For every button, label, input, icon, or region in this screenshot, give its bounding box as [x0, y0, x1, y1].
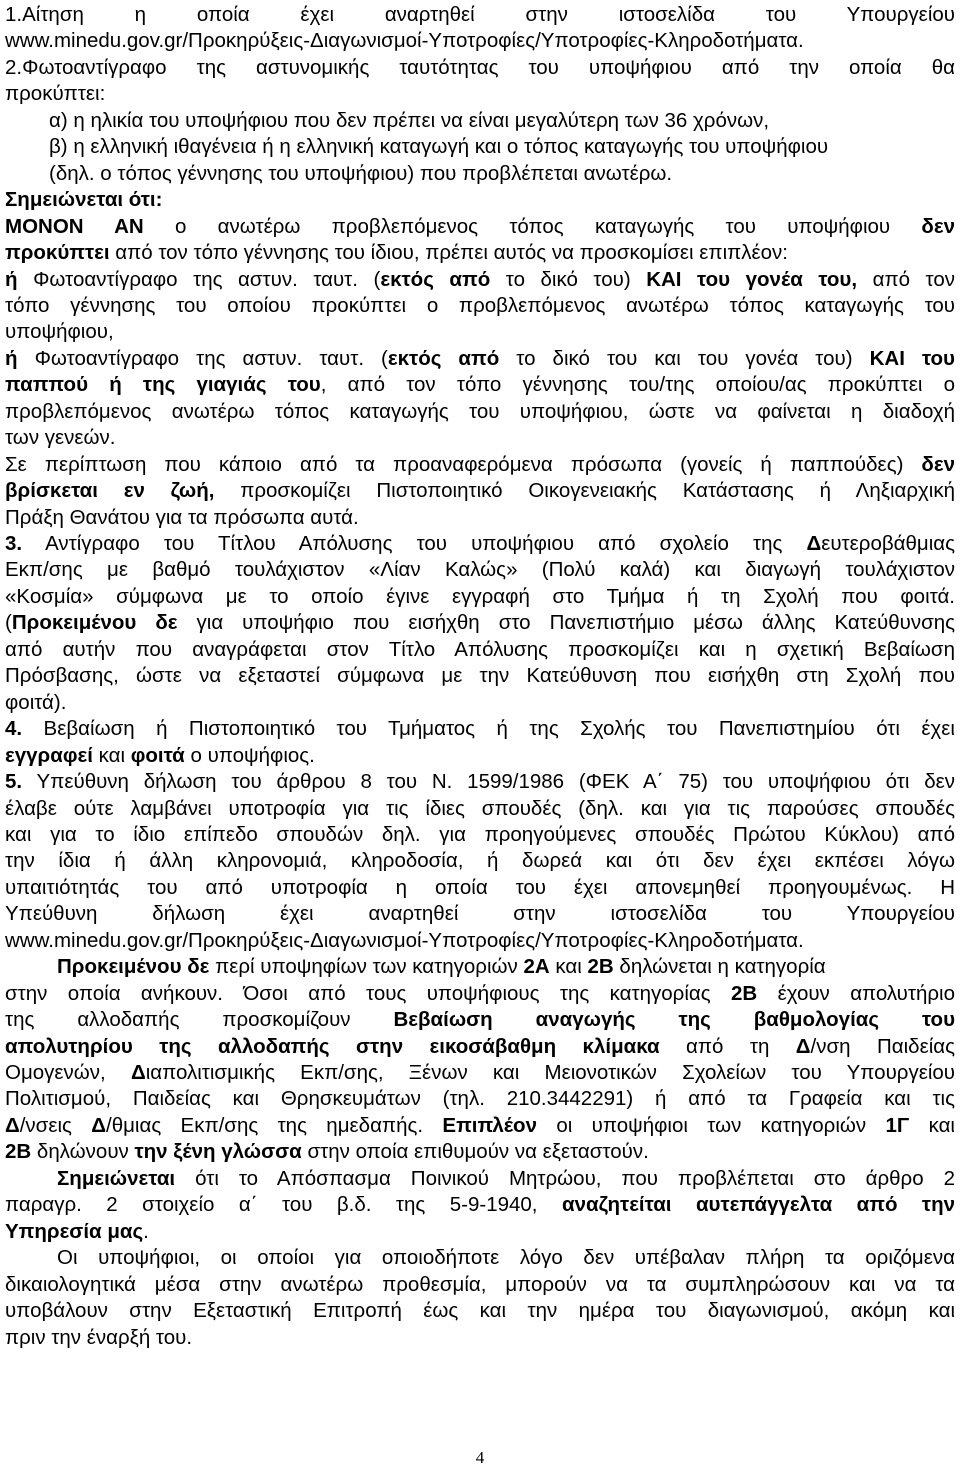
bold-text: 5. [5, 770, 23, 793]
page-number: 4 [475, 1448, 485, 1467]
text-segment: Υπεύθυνη δήλωση έχει αναρτηθεί στην ιστοσελίδα του Υπουργείου [5, 902, 955, 925]
bold-text: βρίσκεται εν ζωή, [5, 479, 215, 502]
text-line [5, 187, 955, 213]
text-line [5, 1113, 955, 1139]
bold-text: την ξένη γλώσσα [134, 1140, 302, 1163]
text-segment: Πράξη Θανάτου για τα πρόσωπα αυτά. [5, 506, 359, 529]
text-segment: 1.Αίτηση η οποία έχει αναρτηθεί στην ιστοσελίδα του Υπουργείου [5, 3, 955, 26]
bold-text: προκύπτει [5, 241, 110, 264]
text-segment: το δικό του και του γονέα του) [499, 347, 870, 370]
bold-text: δεν [921, 453, 955, 476]
text-line [5, 399, 955, 425]
text-segment: στην οποία επιθυμούν να εξεταστούν. [301, 1140, 649, 1163]
text-segment: (δηλ. ο τόπος γέννησης του υποψήφιου) που προβλέπεται ανωτέρω. [49, 162, 673, 185]
text-line [5, 1192, 955, 1218]
text-line [5, 346, 955, 372]
text-segment: από τον τόπο γέννησης του ίδιου, πρέπει αυτός να προσκομίσει επιπλέον: [109, 241, 788, 264]
text-line [5, 478, 955, 504]
bold-text: ή [5, 347, 18, 370]
text-line [5, 901, 955, 927]
text-line [5, 1139, 955, 1165]
text-line [5, 584, 955, 610]
text-line [5, 716, 955, 742]
text-line [5, 161, 955, 187]
text-line [5, 981, 955, 1007]
text-segment: /θμιας Εκπ/σης της ημεδαπής. [106, 1114, 443, 1137]
text-segment: υποψήφιου, [5, 320, 114, 343]
text-line [5, 1245, 955, 1271]
bold-text: Δ [795, 1035, 811, 1058]
bold-text: Επιπλέον [442, 1114, 537, 1137]
text-segment: Αντίγραφο του Τίτλου Απόλυσης του υποψήφιου από σχολείο της [22, 532, 807, 555]
text-segment: και [909, 1114, 955, 1137]
bold-text: 3. [5, 532, 23, 555]
text-segment: Εκπ/σης με βαθμό τουλάχιστον «Λίαν Καλώς» (Πολύ καλά) και διαγωγή τουλάχιστον [5, 558, 955, 581]
text-segment: ( [5, 611, 12, 634]
text-line [5, 1034, 955, 1060]
text-segment: Φωτοαντίγραφο της αστυν. ταυτ. ( [17, 347, 388, 370]
bold-text: εγγραφεί [5, 744, 93, 767]
bold-text: Βεβαίωση αναγωγής της βαθμολογίας του [393, 1008, 955, 1031]
text-line [5, 610, 955, 636]
text-segment: και [92, 744, 131, 767]
text-segment: προβλεπόμενος ανωτέρω τόπος καταγωγής του υποψήφιου, ώστε να φαίνεται η διαδοχή [5, 400, 955, 423]
text-line [5, 637, 955, 663]
bold-text: αναζητείται αυτεπάγγελτα από την [561, 1193, 955, 1216]
text-line [5, 319, 955, 345]
text-line [5, 1060, 955, 1086]
text-line [5, 372, 955, 398]
text-segment: 2.Φωτοαντίγραφο της αστυνομικής ταυτότητας του υποψήφιου από την οποία θα [5, 56, 955, 79]
text-line [5, 1166, 955, 1192]
bold-text: Προκειμένου δε [11, 611, 178, 634]
text-line [5, 557, 955, 583]
text-segment: δηλώνεται η κατηγορία [613, 955, 826, 978]
bold-text: φοιτά [130, 744, 185, 767]
text-line [5, 743, 955, 769]
text-line [5, 928, 955, 954]
text-segment: έλαβε ούτε λαμβάνει υποτροφία για τις ίδιες σπουδές (δηλ. και για τις παρούσες σπουδές [5, 797, 955, 820]
text-line [5, 1007, 955, 1033]
text-line [5, 1272, 955, 1298]
text-segment: ευτεροβάθμιας [821, 532, 955, 555]
text-segment: της αλλοδαπής προσκομίζουν [5, 1008, 394, 1031]
bold-text: Σημειώνεται [57, 1167, 176, 1190]
text-line [5, 1086, 955, 1112]
bold-text: ή [5, 268, 18, 291]
text-segment: β) η ελληνική ιθαγένεια ή η ελληνική καταγωγή και ο τόπος καταγωγής του υποψήφιου [49, 135, 829, 158]
text-segment: /νση Παιδείας [810, 1035, 955, 1058]
text-segment: Υπεύθυνη δήλωση του άρθρου 8 του Ν. 1599/1986 (ΦΕΚ Α΄ 75) του υποψήφιου ότι δεν [22, 770, 955, 793]
bold-text: παππού ή της γιαγιάς του [5, 373, 321, 396]
text-segment: και [549, 955, 588, 978]
text-segment: Βεβαίωση ή Πιστοποιητικό του Τμήματος ή της Σχολής του Πανεπιστημίου ότι έχει [22, 717, 955, 740]
text-segment: των γενεών. [5, 426, 116, 449]
text-segment: υποβάλουν στην Εξεταστική Επιτροπή έως και την ημέρα του διαγωνισμού, ακόμη και [5, 1299, 955, 1322]
bold-text: Δ [806, 532, 822, 555]
text-line [5, 690, 955, 716]
text-segment: ο υποψήφιος. [184, 744, 315, 767]
text-line [5, 848, 955, 874]
bold-text: ΚΑΙ του γονέα του, [646, 268, 858, 291]
text-segment: οι υποψήφιοι των κατηγοριών [536, 1114, 886, 1137]
text-line [5, 1219, 955, 1245]
text-segment: www.minedu.gov.gr/Προκηρύξεις-Διαγωνισμοί-Υποτροφίες/Υποτροφίες-Κληροδοτήματα. [5, 929, 804, 952]
text-segment: έχουν απολυτήριο [757, 982, 955, 1005]
text-segment: περί υποψηφίων των κατηγοριών [209, 955, 524, 978]
text-line [5, 214, 955, 240]
text-line [5, 293, 955, 319]
text-line [5, 452, 955, 478]
bold-text: Δ [91, 1114, 106, 1137]
bold-text: εκτός από [387, 347, 500, 370]
text-line [5, 796, 955, 822]
text-segment: στην οποία ανήκουν. Όσοι από τους υποψήφιους της κατηγορίας [5, 982, 731, 1005]
text-segment: προκύπτει: [5, 82, 106, 105]
text-line [5, 425, 955, 451]
text-line [5, 2, 955, 28]
bold-text: Σημειώνεται ότι: [5, 188, 163, 211]
text-segment: α) η ηλικία του υποψήφιου που δεν πρέπει να είναι μεγαλύτερη των 36 χρόνων, [49, 109, 770, 132]
text-segment: Σε περίπτωση που κάποιο από τα προαναφερόμενα πρόσωπα (γονείς ή παππούδες) [5, 453, 922, 476]
bold-text: Υπηρεσία μας [5, 1220, 144, 1243]
text-segment: το δικό του) [490, 268, 647, 291]
text-segment: Οι υποψήφιοι, οι οποίοι για οποιοδήποτε λόγο δεν υπέβαλαν πλήρη τα οριζόμενα [57, 1246, 955, 1269]
text-segment: Πολιτισμού, Παιδείας και Θρησκευμάτων (τηλ. 210.3442291) ή από τα Γραφεία και τις [5, 1087, 955, 1110]
text-segment: . [143, 1220, 149, 1243]
text-segment: υπαιτιότητάς του από υποτροφία η οποία του έχει απονεμηθεί προηγουμένως. Η [5, 876, 955, 899]
text-segment: πριν την έναρξή του. [5, 1326, 193, 1349]
text-segment: από τον [857, 268, 955, 291]
text-segment: και για το ίδιο επίπεδο σπουδών δηλ. για προηγούμενες σπουδές Πρώτου Κύκλου) από [5, 823, 955, 846]
text-segment: από αυτήν που αναγράφεται στον Τίτλο Απόλυσης προσκομίζει και η σχετική Βεβαίωση [5, 638, 955, 661]
bold-text: 2Α [523, 955, 550, 978]
bold-text: 2Β [5, 1140, 32, 1163]
bold-text: εκτός από [380, 268, 491, 291]
bold-text: απολυτηρίου της αλλοδαπής στην εικοσάβαθμη κλίμακα [5, 1035, 660, 1058]
text-line [5, 134, 955, 160]
text-segment: δηλώνουν [31, 1140, 135, 1163]
text-segment: δικαιολογητικά μέσα στην ανωτέρω προθεσμία, μπορούν να τα συμπληρώσουν και να τα [5, 1273, 955, 1296]
bold-text: Δ [5, 1114, 20, 1137]
text-line [5, 28, 955, 54]
text-line [5, 954, 955, 980]
text-segment: /νσεις [19, 1114, 92, 1137]
text-segment: για υποψήφιο που εισήχθη στο Πανεπιστήμιο μέσω άλλης Κατεύθυνσης [177, 611, 955, 634]
bold-text: 1Γ [885, 1114, 910, 1137]
bold-text: 2Β [731, 982, 758, 1005]
text-segment: ότι το Απόσπασμα Ποινικού Μητρώου, που προβλέπεται στο άρθρο 2 [175, 1167, 955, 1190]
text-line [5, 531, 955, 557]
text-segment: παραγρ. 2 στοιχείο α΄ του β.δ. της 5-9-1940, [5, 1193, 562, 1216]
bold-text: δεν [921, 215, 955, 238]
bold-text: ΜΟΝΟΝ ΑΝ [5, 215, 144, 238]
text-segment: από τη [659, 1035, 796, 1058]
text-segment: «Κοσμία» σύμφωνα με το οποίο έγινε εγγραφή στο Τμήμα ή τη Σχολή που φοιτά. [5, 585, 955, 608]
text-line [5, 663, 955, 689]
text-line [5, 505, 955, 531]
text-segment: την ίδια ή άλλη κληρονομιά, κληροδοσία, ή δωρεά και ότι δεν έχει εκπέσει λόγω [5, 849, 955, 872]
text-line [5, 1298, 955, 1324]
text-segment: ο ανωτέρω προβλεπόμενος τόπος καταγωγής του υποψήφιου [143, 215, 922, 238]
bold-text: ΚΑΙ του [869, 347, 955, 370]
text-segment: www.minedu.gov.gr/Προκηρύξεις-Διαγωνισμοί-Υποτροφίες/Υποτροφίες-Κληροδοτήματα. [5, 29, 804, 52]
text-segment: προσκομίζει Πιστοποιητικό Οικογενειακής Κατάστασης ή Ληξιαρχική [214, 479, 955, 502]
bold-text: 4. [5, 717, 23, 740]
text-segment: , από τον τόπο γέννησης του/της οποίου/ας προκύπτει ο [320, 373, 955, 396]
bold-text: Δ [130, 1061, 146, 1084]
text-segment: τόπο γέννησης του οποίου προκύπτει ο προβλεπόμενος ανωτέρω τόπος καταγωγής του [5, 294, 955, 317]
text-line [5, 822, 955, 848]
text-line [5, 875, 955, 901]
text-segment: Ομογενών, [5, 1061, 131, 1084]
text-line [5, 81, 955, 107]
text-line [5, 108, 955, 134]
text-segment: ιαπολιτισμικής Εκπ/σης, Ξένων και Μειονοτικών Σχολείων του Υπουργείου [145, 1061, 955, 1084]
bold-text: Προκειμένου δε [57, 955, 210, 978]
text-line [5, 55, 955, 81]
text-segment: Φωτοαντίγραφο της αστυν. ταυτ. ( [17, 268, 381, 291]
text-segment: φοιτά). [5, 691, 67, 714]
text-segment: Πρόσβασης, ώστε να εξεταστεί σύμφωνα με την Κατεύθυνση που εισήχθη στη Σχολή που [5, 664, 955, 687]
text-line [5, 267, 955, 293]
text-line [5, 1325, 955, 1351]
bold-text: 2Β [587, 955, 614, 978]
text-line [5, 769, 955, 795]
text-line [5, 240, 955, 266]
